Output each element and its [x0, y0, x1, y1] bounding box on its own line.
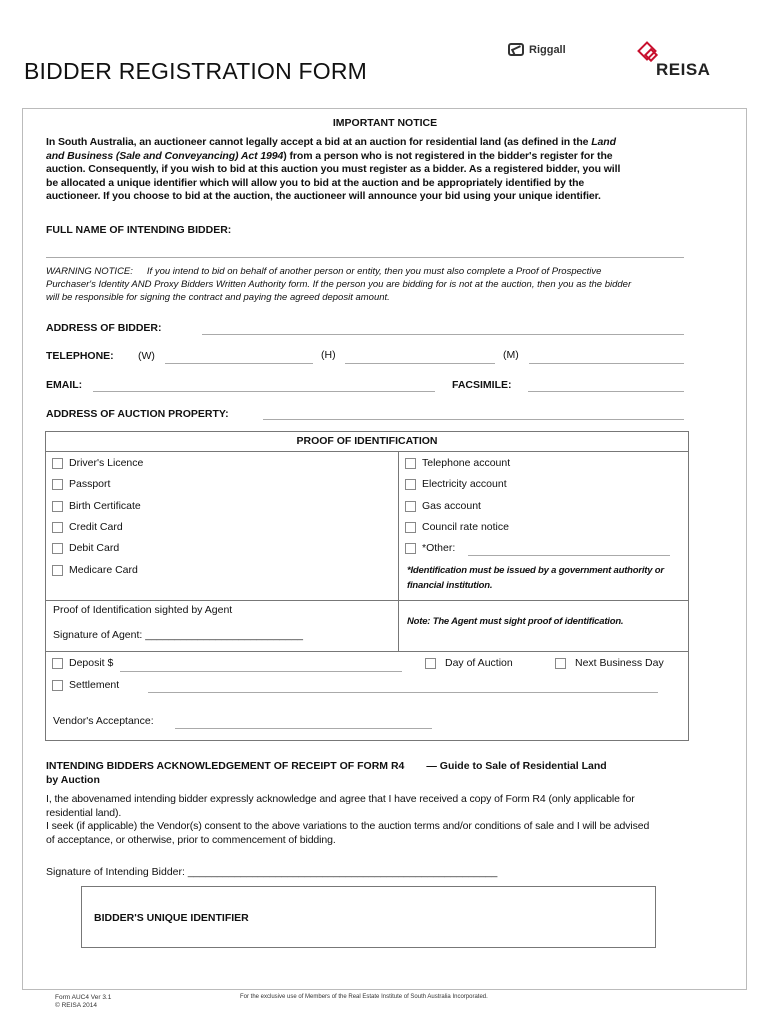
checkbox[interactable]: [405, 522, 416, 533]
id-option-birth-certificate[interactable]: Birth Certificate: [52, 500, 141, 512]
checkbox[interactable]: [405, 543, 416, 554]
checkbox[interactable]: [52, 458, 63, 469]
checkbox[interactable]: [405, 458, 416, 469]
email-field[interactable]: [93, 391, 435, 392]
telephone-label: TELEPHONE:: [46, 350, 114, 362]
email-label: EMAIL:: [46, 379, 83, 391]
tel-work-field[interactable]: [165, 363, 313, 364]
vendor-acceptance-label: Vendor's Acceptance:: [53, 715, 154, 727]
id-option-telephone-account[interactable]: Telephone account: [405, 457, 510, 469]
id-option-electricity-account[interactable]: Electricity account: [405, 478, 507, 490]
tel-home-field[interactable]: [345, 363, 495, 364]
id-sighted-label: Proof of Identification sighted by Agent: [53, 604, 233, 616]
address-label: ADDRESS OF BIDDER:: [46, 322, 162, 334]
next-business-day-option[interactable]: Next Business Day: [555, 657, 664, 669]
settlement-option[interactable]: Settlement: [52, 679, 119, 691]
tel-home-label: (H): [321, 349, 336, 361]
act-name: Land and Business (Sale and Conveyancing) Act 1994: [46, 136, 616, 162]
checkbox[interactable]: [555, 658, 566, 669]
proof-of-id-heading: PROOF OF IDENTIFICATION: [296, 435, 438, 447]
checkbox[interactable]: [52, 543, 63, 554]
id-issuer-note: *Identification must be issued by a government authority or financial institution.: [407, 565, 664, 591]
checkbox[interactable]: [405, 501, 416, 512]
tel-mobile-field[interactable]: [529, 363, 684, 364]
vendor-acceptance-field[interactable]: [175, 728, 432, 729]
acknowledgement-heading: INTENDING BIDDERS ACKNOWLEDGEMENT OF RECEIPT OF FORM R4 — Guide to Sale of Residential Land by Auction: [46, 760, 607, 786]
notice-heading: IMPORTANT NOTICE: [332, 117, 438, 129]
id-option-council-rate-notice[interactable]: Council rate notice: [405, 521, 509, 533]
checkbox[interactable]: [52, 479, 63, 490]
checkbox[interactable]: [52, 658, 63, 669]
notice-body: In South Australia, an auctioneer cannot legally accept a bid at an auction for residential land (as defined in the Land and Business (Sale and Conveyancing) Act 1994) from a person who is not registered in the bidder's register for the auction. Consequently, if you wish to bid at this auction you must register as a bidder. As a registered bidder, you will be allocated a unique identifier which will allow you to bid at the auction and be appropriately identified by the auctioneer. If you choose to bid at the auction, the auctioneer will announce your bid using your unique identifier.: [46, 136, 621, 203]
page-title: BIDDER REGISTRATION FORM: [24, 58, 367, 84]
checkbox[interactable]: [425, 658, 436, 669]
bidder-signature-label[interactable]: Signature of Intending Bidder: _____________________________________________________: [46, 866, 498, 878]
unique-identifier-label: BIDDER'S UNIQUE IDENTIFIER: [94, 912, 249, 924]
agent-sight-note: Note: The Agent must sight proof of identification.: [407, 616, 624, 627]
facsimile-label: FACSIMILE:: [452, 379, 512, 391]
exclusive-use-note: For the exclusive use of Members of the Real Estate Institute of South Australia Incorporated.: [240, 994, 488, 1000]
tel-mobile-label: (M): [503, 349, 519, 361]
id-option-debit-card[interactable]: Debit Card: [52, 542, 119, 554]
checkbox[interactable]: [52, 501, 63, 512]
checkbox[interactable]: [52, 680, 63, 691]
id-option-gas-account[interactable]: Gas account: [405, 500, 481, 512]
riggall-logo-icon: [508, 43, 524, 56]
riggall-logo: [508, 43, 566, 56]
form-version: Form AUC4 Ver 3.1 © REISA 2014: [55, 994, 112, 1009]
riggall-logo-text: Riggall: [529, 43, 566, 56]
id-option-other[interactable]: *Other:: [405, 542, 455, 554]
full-name-field[interactable]: [46, 257, 684, 258]
reisa-logo-text: REISA: [656, 60, 711, 79]
checkbox[interactable]: [405, 479, 416, 490]
auction-property-field[interactable]: [263, 419, 684, 420]
settlement-field[interactable]: [148, 692, 658, 693]
id-option-drivers-licence[interactable]: Driver's Licence: [52, 457, 143, 469]
tel-work-label: (W): [138, 350, 155, 362]
agent-signature-label[interactable]: Signature of Agent: ___________________________: [53, 629, 303, 641]
id-option-medicare-card[interactable]: Medicare Card: [52, 564, 138, 576]
full-name-label: FULL NAME OF INTENDING BIDDER:: [46, 224, 232, 236]
facsimile-field[interactable]: [528, 391, 684, 392]
checkbox[interactable]: [52, 565, 63, 576]
auction-property-label: ADDRESS OF AUCTION PROPERTY:: [46, 408, 229, 420]
deposit-option[interactable]: Deposit $: [52, 657, 113, 669]
id-option-passport[interactable]: Passport: [52, 478, 110, 490]
deposit-amount-field[interactable]: [120, 671, 402, 672]
address-field[interactable]: [202, 334, 684, 335]
day-of-auction-option[interactable]: Day of Auction: [425, 657, 513, 669]
id-option-credit-card[interactable]: Credit Card: [52, 521, 123, 533]
checkbox[interactable]: [52, 522, 63, 533]
warning-notice: WARNING NOTICE: If you intend to bid on behalf of another person or entity, then you must also complete a Proof of Prospective Purchaser's Identity AND Proxy Bidders Written Authority form. If the person you are bidding for is not at the auction, then you as the bidder will be responsible for signing the contract and paying the agreed deposit amount.: [46, 266, 632, 304]
warning-label: WARNING NOTICE:: [46, 266, 133, 277]
acknowledgement-text: I, the abovenamed intending bidder expressly acknowledge and agree that I have received a copy of Form R4 (only applicable for residential land). I seek (if applicable) the Vendor(s) consent to the above variations to the auction terms and/or conditions of sale and I will be advised of acceptance, or otherwise, prior to commencement of bidding.: [46, 793, 650, 846]
other-id-field[interactable]: [468, 555, 670, 556]
reisa-logo: [632, 42, 732, 94]
